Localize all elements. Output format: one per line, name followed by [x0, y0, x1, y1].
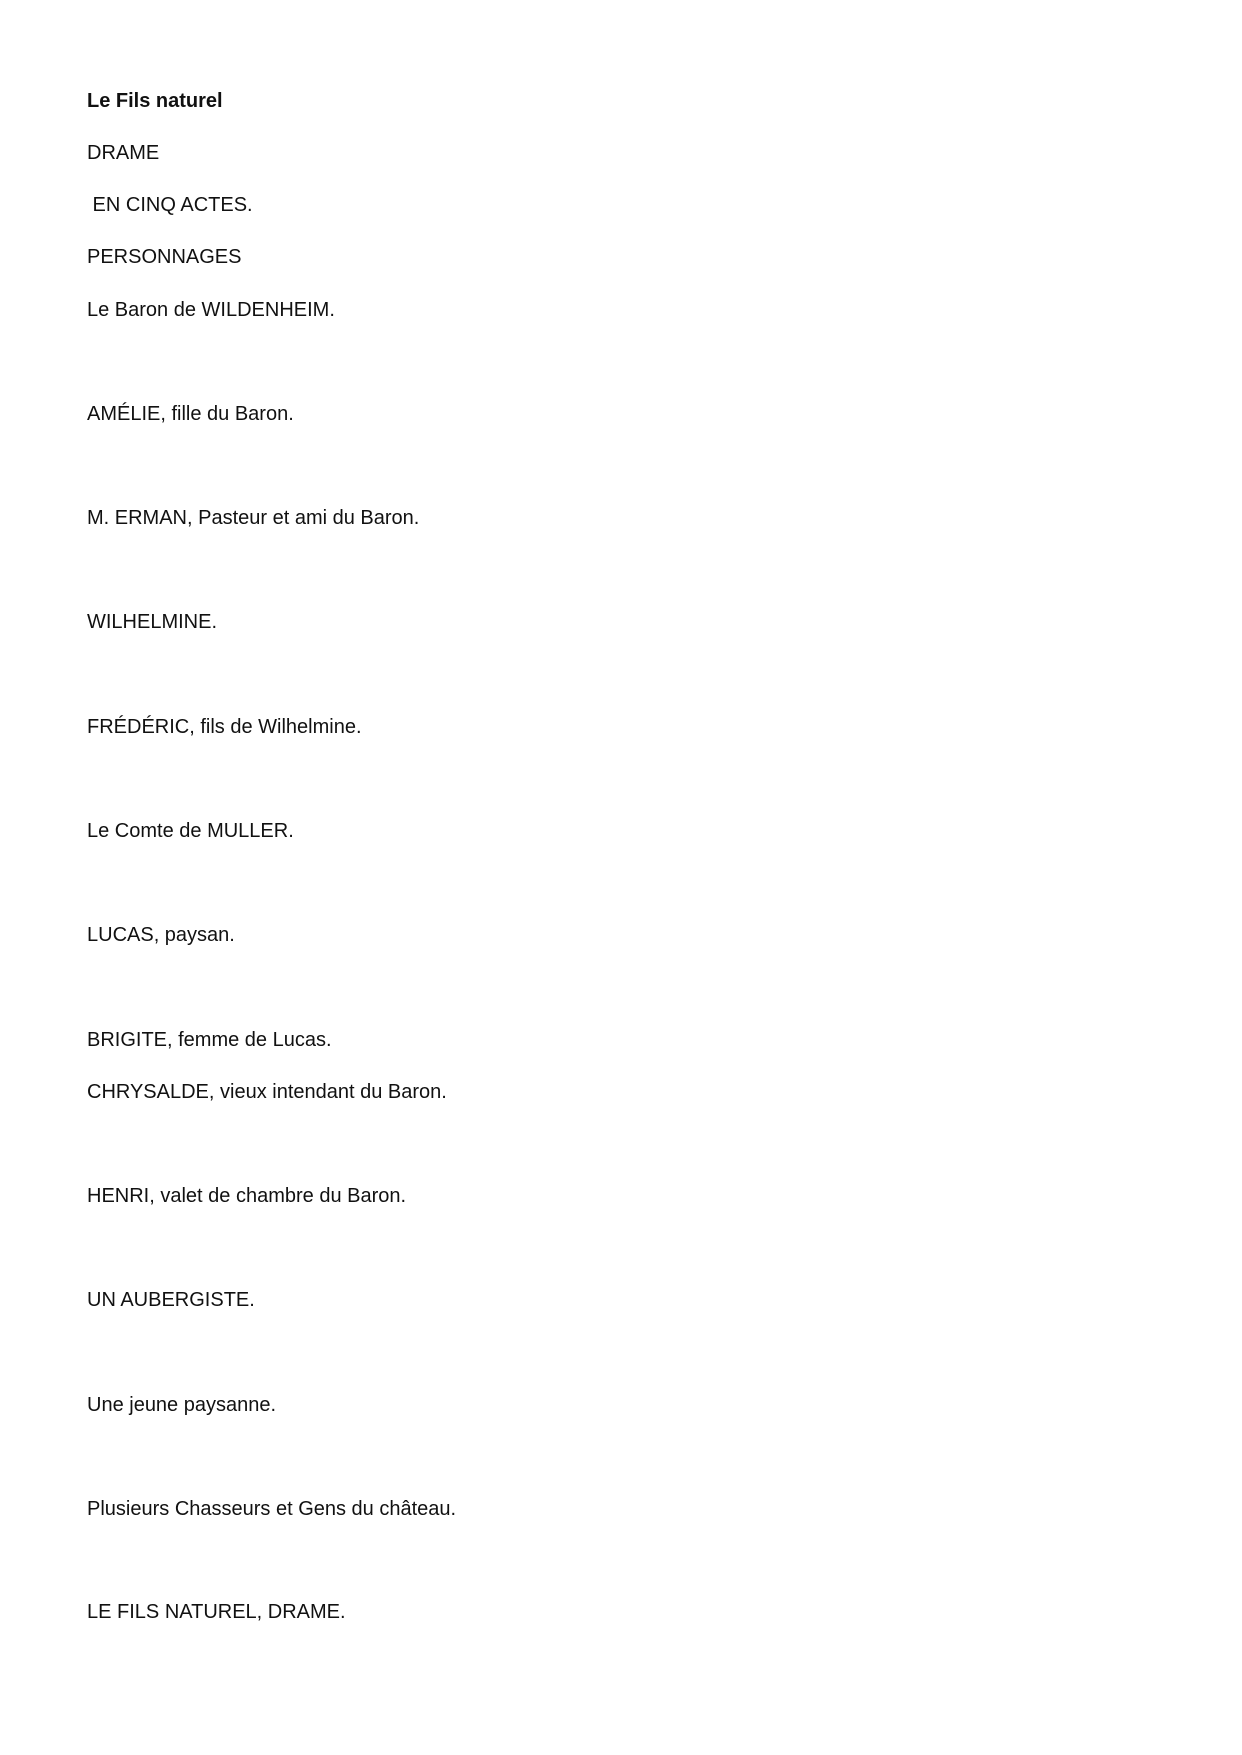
- genre-label: DRAME: [87, 142, 160, 164]
- character-entry: Le Baron de WILDENHEIM.: [87, 299, 335, 321]
- character-entry: AMÉLIE, fille du Baron.: [87, 403, 294, 425]
- character-entry: FRÉDÉRIC, fils de Wilhelmine.: [87, 716, 362, 738]
- character-entry: HENRI, valet de chambre du Baron.: [87, 1185, 407, 1207]
- character-entry: CHRYSALDE, vieux intendant du Baron.: [87, 1081, 447, 1103]
- character-entry: Le Comte de MULLER.: [87, 820, 294, 842]
- character-entry: LUCAS, paysan.: [87, 924, 235, 946]
- characters-heading: PERSONNAGES: [87, 246, 242, 268]
- character-entry: WILHELMINE.: [87, 611, 218, 633]
- character-entry: UN AUBERGISTE.: [87, 1289, 255, 1311]
- closing-heading: LE FILS NATUREL, DRAME.: [87, 1601, 346, 1623]
- character-entry: Plusieurs Chasseurs et Gens du château.: [87, 1498, 457, 1520]
- acts-label: EN CINQ ACTES.: [87, 194, 253, 216]
- document-title: Le Fils naturel: [87, 90, 223, 112]
- character-entry: BRIGITE, femme de Lucas.: [87, 1029, 332, 1051]
- character-entry: Une jeune paysanne.: [87, 1394, 277, 1416]
- character-entry: M. ERMAN, Pasteur et ami du Baron.: [87, 507, 420, 529]
